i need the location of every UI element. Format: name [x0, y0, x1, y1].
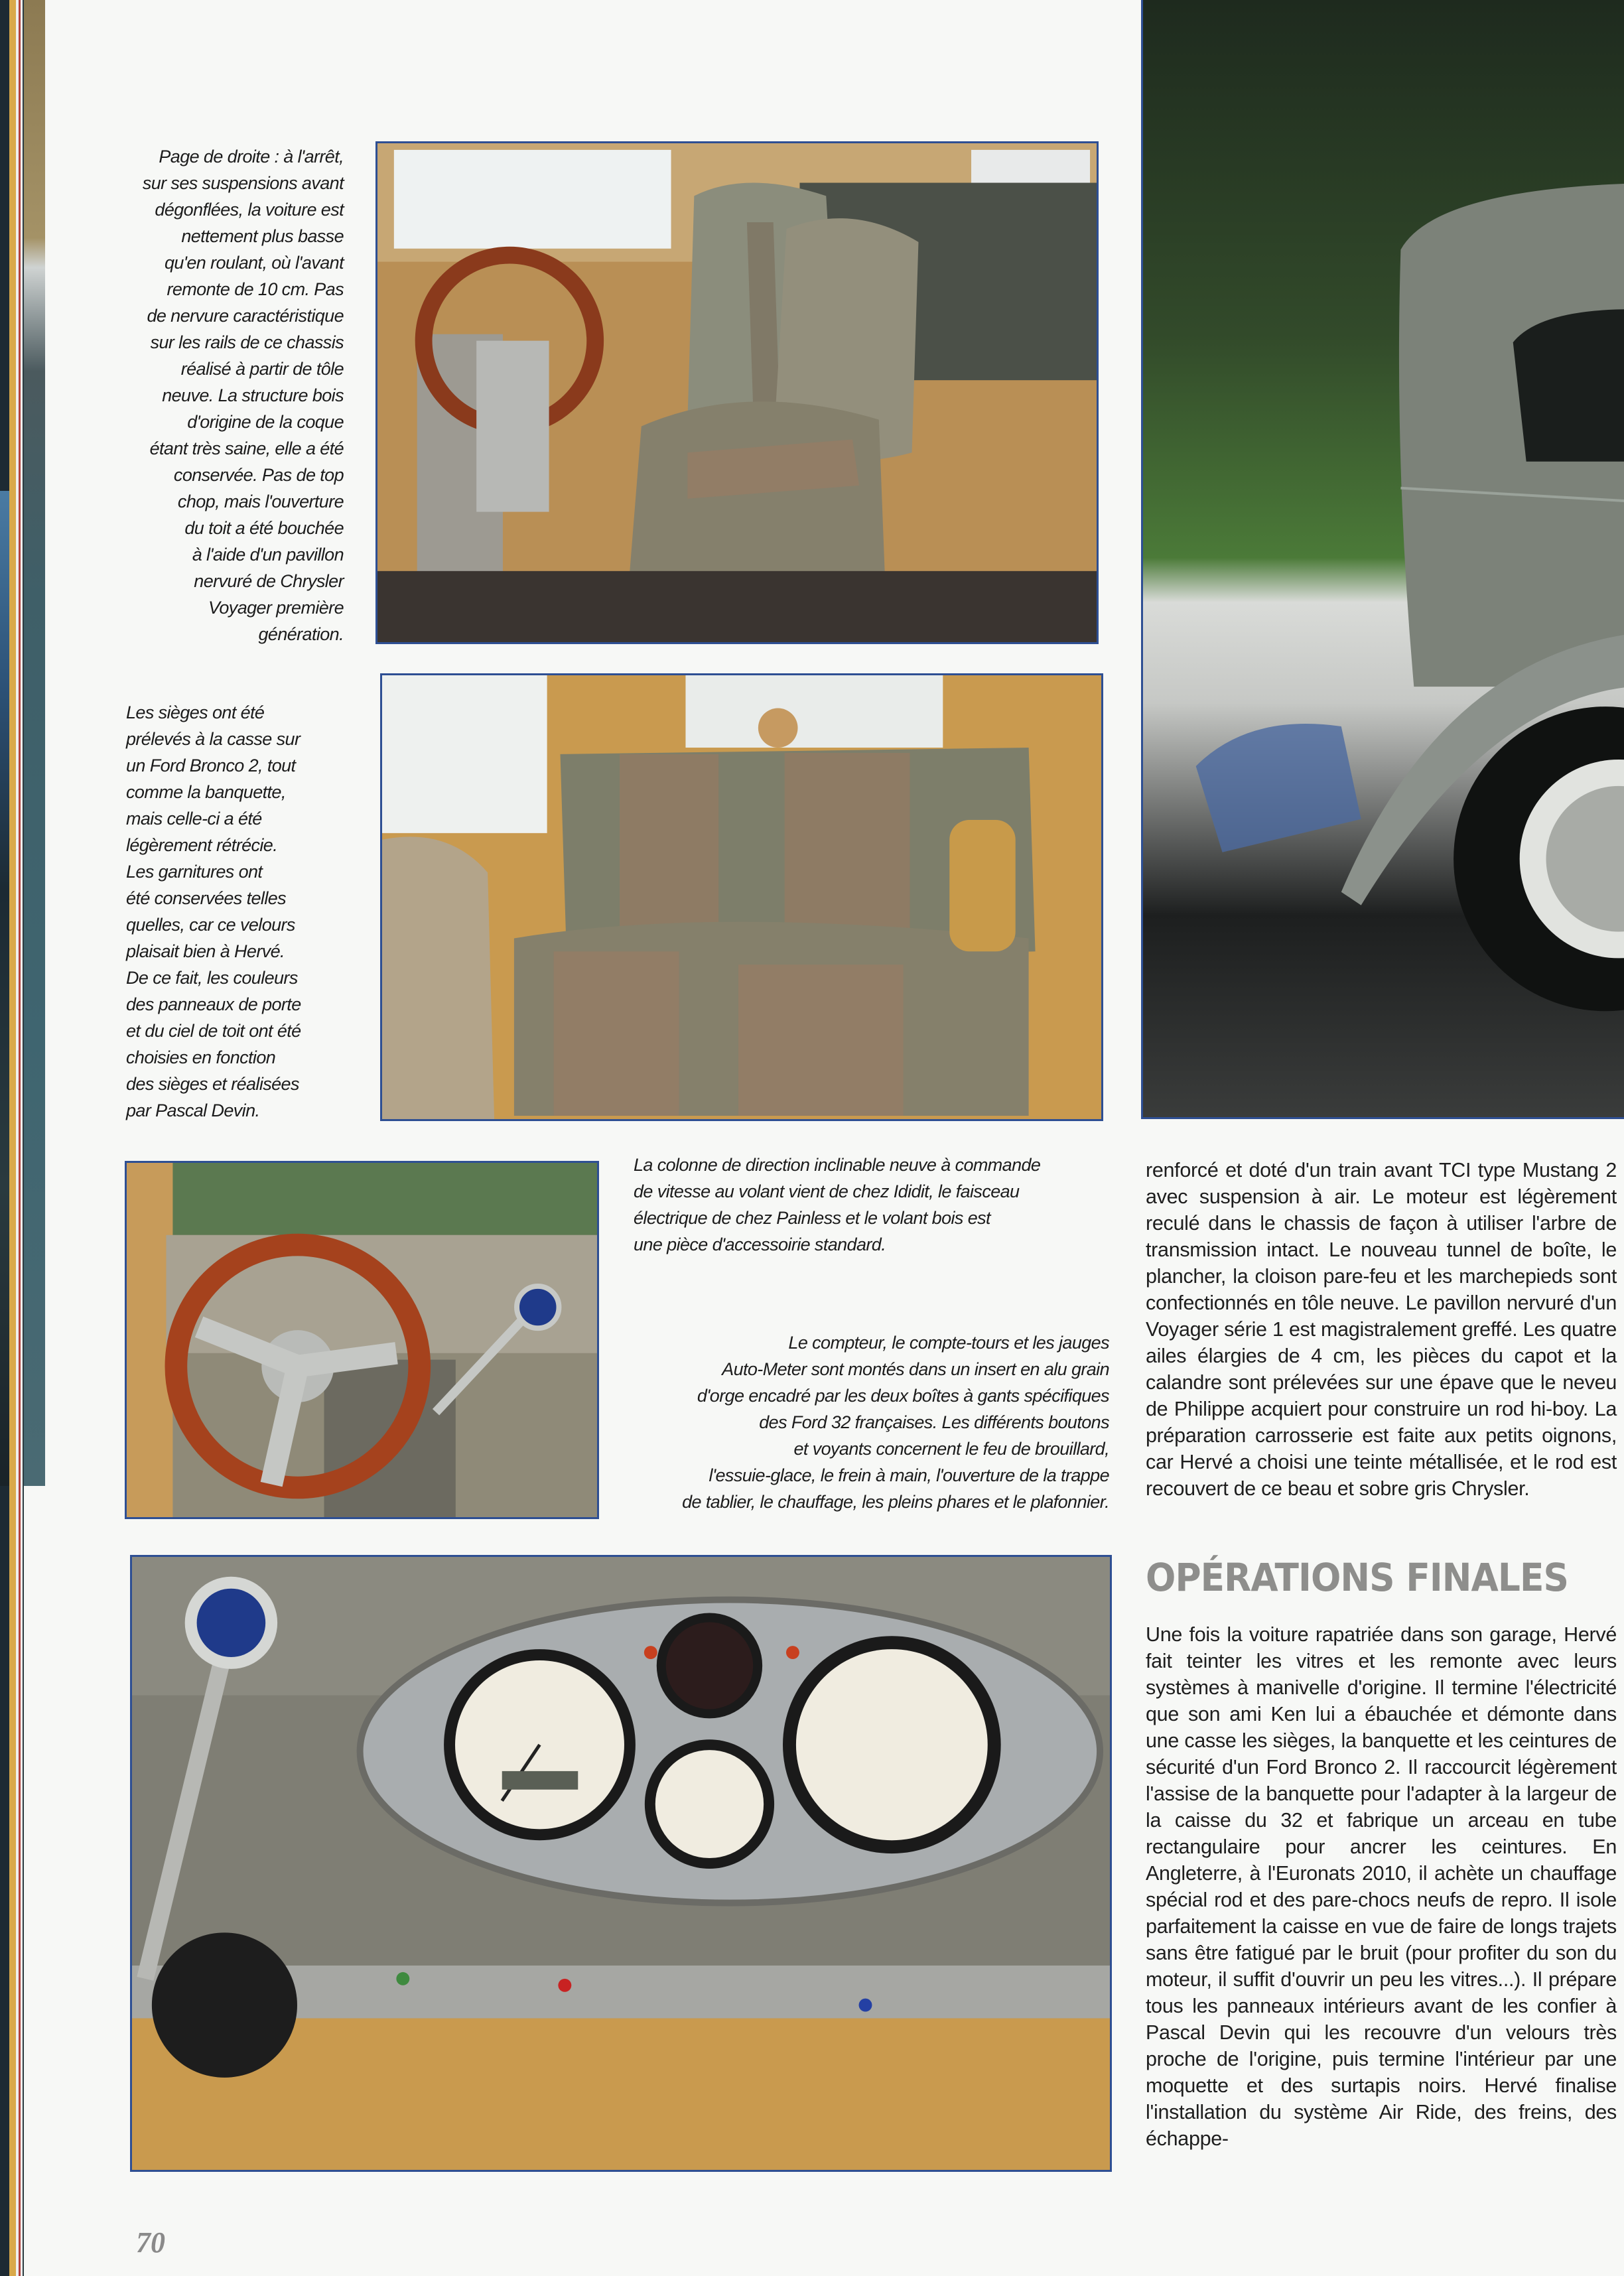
caption-line: quelles, car ce velours — [126, 915, 295, 935]
caption-line: de nervure caractéristique — [147, 306, 344, 326]
adjacent-page-photo-edge — [24, 0, 45, 1486]
photo-front-seats — [375, 141, 1099, 644]
section-heading: OPÉRATIONS FINALES — [1146, 1555, 1569, 1600]
caption-line: Page de droite : à l'arrêt, — [159, 147, 344, 167]
caption-line: nervuré de Chrysler — [194, 571, 344, 591]
small-top-gauge — [657, 1613, 762, 1718]
caption-line: chop, mais l'ouverture — [177, 492, 344, 511]
caption-line: Les sièges ont été — [126, 703, 265, 722]
caption-line: sur ses suspensions avant — [142, 173, 344, 193]
caption-line: Le compteur, le compte-tours et les jauges — [788, 1333, 1109, 1353]
caption-line: dégonflées, la voiture est — [155, 200, 344, 220]
caption-line: d'origine de la coque — [187, 412, 344, 432]
caption-line: une pièce d'accessoirie standard. — [634, 1235, 886, 1254]
caption-line: de vitesse au volant vient de chez Ididit, le faisceau — [634, 1181, 1020, 1201]
photo-dashboard — [130, 1555, 1112, 2172]
caption-line: d'orge encadré par les deux boîtes à gants spécifiques — [697, 1386, 1109, 1406]
caption-line: La colonne de direction inclinable neuve à commande — [634, 1155, 1041, 1175]
caption-line: l'essuie-glace, le frein à main, l'ouverture de la trappe — [709, 1465, 1109, 1485]
speedometer-gauge — [444, 1649, 636, 1840]
caption-line: plaisait bien à Hervé. — [126, 941, 285, 961]
photo-rear-bench — [380, 673, 1103, 1121]
caption-line: Voyager première — [208, 598, 344, 618]
caption-line: des sièges et réalisées — [126, 1074, 299, 1094]
caption-line: et du ciel de toit ont été — [126, 1021, 301, 1041]
article-continued-paragraph: renforcé et doté d'un train avant TCI type Mustang 2 avec suspension à air. Le moteur est légèrement reculé dans le chassis de façon à utiliser l'arbre de transmission intact. Le nouveau tunnel de boîte, le plancher, la cloison pare-feu et les marchepieds sont confectionnés en tôle neuve. Le pavillon nervuré d'un Voyager série 1 est magistralement greffé. Les quatre ailes élargies de 4 cm, les pièces du capot et la calandre sont prélevées sur une épave que le neveu de Philippe acquiert pour construire un rod hi-boy. La préparation carrosserie est faite aux petits oignons, car Hervé a choisi une teinte métallisée, et le rod est recouvert de ce beau et sobre gris Chrysler. — [1146, 1159, 1617, 1500]
caption-line: Les garnitures ont — [126, 862, 263, 882]
caption-line: neuve. La structure bois — [162, 385, 344, 405]
caption-line: génération. — [258, 624, 344, 644]
caption-line: légèrement rétrécie. — [126, 835, 278, 855]
caption-line: qu'en roulant, où l'avant — [164, 253, 344, 273]
caption-line: par Pascal Devin. — [126, 1101, 260, 1120]
caption-line: conservée. Pas de top — [173, 465, 344, 485]
caption-line: des panneaux de porte — [126, 994, 301, 1014]
caption-line: un Ford Bronco 2, tout — [126, 756, 296, 775]
caption-line: sur les rails de ce chassis — [150, 332, 344, 352]
page-number: 70 — [136, 2226, 165, 2259]
caption-line: de tablier, le chauffage, les pleins phares et le plafonnier. — [682, 1492, 1109, 1512]
caption-line: nettement plus basse — [181, 226, 344, 246]
article-section-paragraph: Une fois la voiture rapatriée dans son garage, Hervé fait teinter les vitres et les remonte avec leurs systèmes à manivelle d'origine. Il termine l'électricité que son ami Ken lui a ébauchée et démonte dans une casse les sièges, la banquette et les ceintures de sécurité d'un Ford Bronco 2. Il raccourcit légèrement l'assise de la banquette pour l'adapter à la largeur de la caisse du 32 et fabrique un arceau en tube rectangulaire pour ancrer les ceintures. En Angleterre, à l'Euronats 2010, il achète un chauffage spécial rod et des pare-chocs neufs de repro. Il isole parfaitement la caisse en vue de faire de longs trajets sans être fatigué par le bruit (pour profiter du son du moteur, il suffit d'ouvrir un peu les vitres...). Il prépare tous les panneaux intérieurs avant de les confier à Pascal Devin qui les recouvre d'un velours très proche de l'origine, puis termine l'intérieur par une moquette et des surtapis noirs. Hervé finalise l'installation du système Air Ride, des freins, des échappe- — [1146, 1623, 1617, 2150]
caption-rear-seat — [126, 699, 352, 1124]
adjacent-page-photo-edge-2 — [0, 491, 9, 1486]
caption-steering — [634, 1152, 1111, 1258]
caption-line: été conservées telles — [126, 888, 287, 908]
caption-line: prélevés à la casse sur — [126, 729, 301, 749]
caption-line: remonte de 10 cm. Pas — [167, 279, 344, 299]
caption-front-seats — [100, 143, 344, 647]
tachometer-gauge — [645, 1739, 774, 1869]
caption-line: mais celle-ci a été — [126, 809, 262, 829]
photo-steering-wheel — [125, 1161, 599, 1519]
photo-car-side — [1141, 0, 1624, 1119]
caption-line: De ce fait, les couleurs — [126, 968, 298, 988]
quad-gauge — [783, 1636, 1001, 1853]
caption-dashboard — [604, 1329, 1109, 1515]
caption-line: des Ford 32 françaises. Les différents boutons — [759, 1412, 1109, 1432]
caption-line: réalisé à partir de tôle — [180, 359, 344, 379]
caption-line: et voyants concernent le feu de brouillard, — [793, 1439, 1109, 1459]
caption-line: comme la banquette, — [126, 782, 286, 802]
caption-line: Auto-Meter sont montés dans un insert en alu grain — [722, 1359, 1109, 1379]
caption-line: étant très saine, elle a été — [149, 438, 344, 458]
caption-line: à l'aide d'un pavillon — [192, 545, 344, 565]
caption-line: électrique de chez Painless et le volant bois est — [634, 1208, 990, 1228]
caption-line: du toit a été bouchée — [184, 518, 344, 538]
caption-line: choisies en fonction — [126, 1047, 276, 1067]
